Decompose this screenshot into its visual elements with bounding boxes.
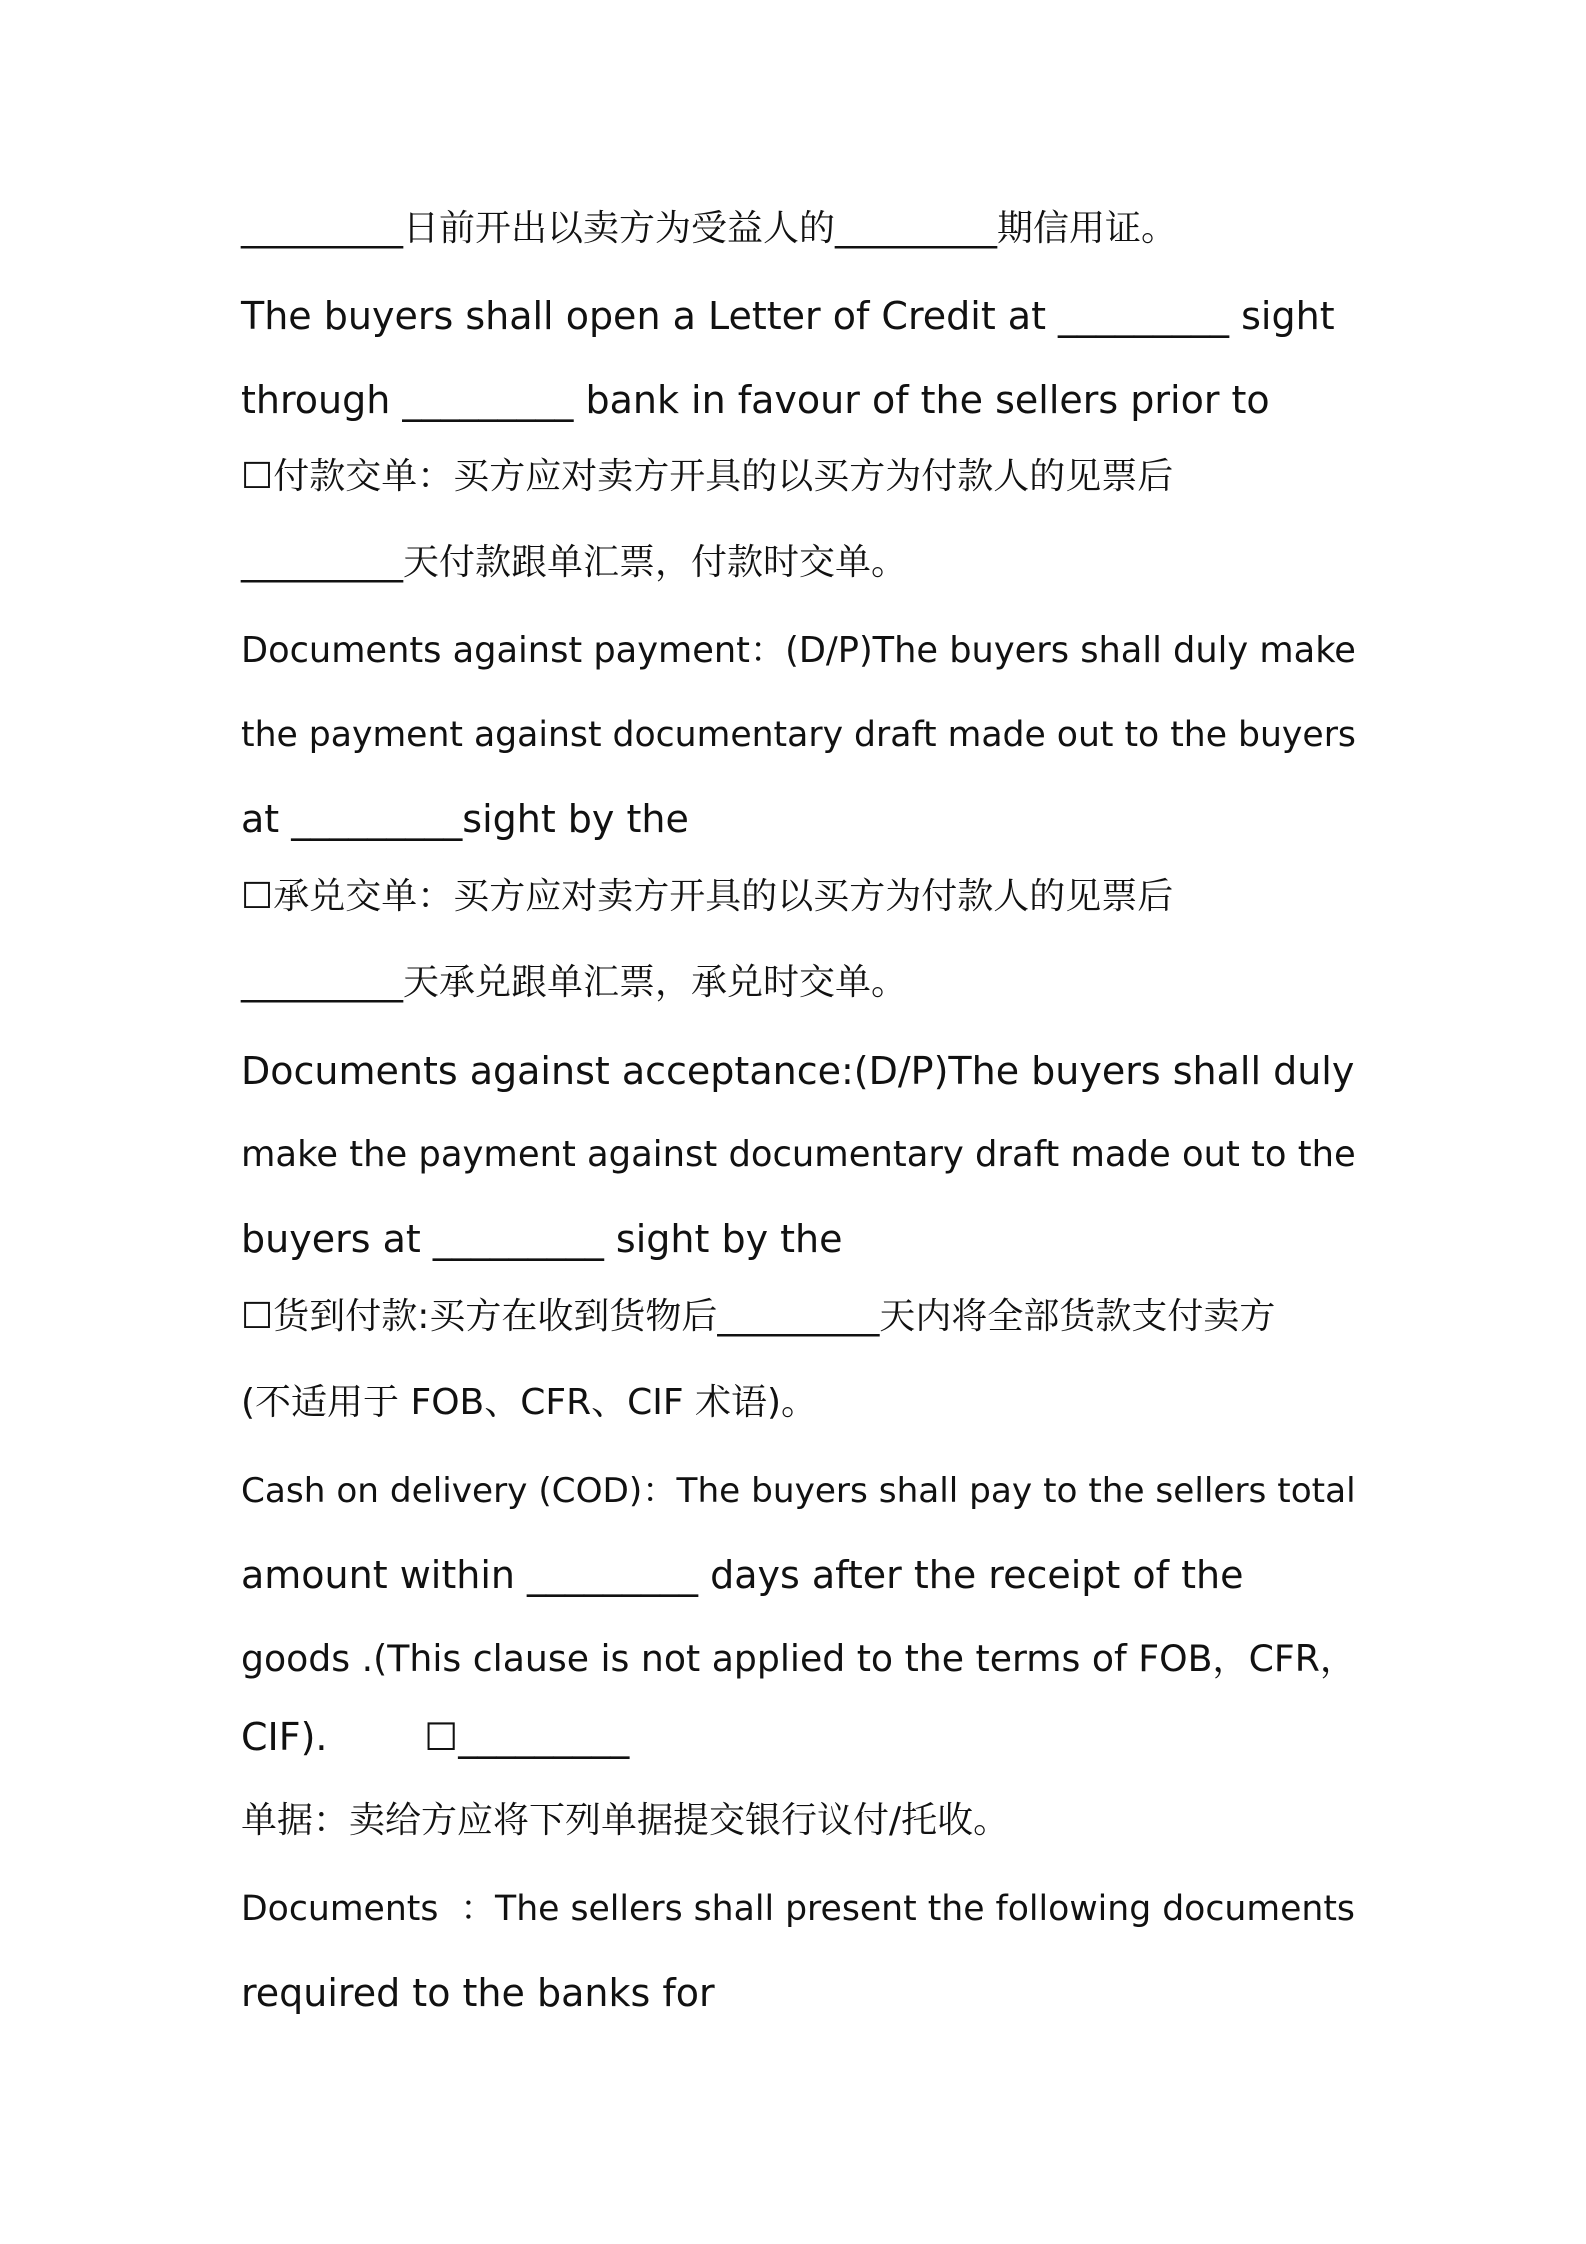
text-line-9: ☐承兑交单：买方应对卖方开具的以买方为付款人的见票后 — [241, 876, 1174, 917]
text-line-21: Documents ：The sellers shall present the following documents — [241, 1889, 1355, 1929]
text-line-22: required to the banks for — [241, 1971, 715, 2015]
text-line-17: amount within _________ days after the receipt of the — [241, 1553, 1244, 1597]
text-line-7: the payment against documentary draft made out to the buyers — [241, 715, 1356, 755]
text-line-18: goods .(This clause is not applied to the terms of FOB，CFR， — [241, 1637, 1357, 1680]
text-line-10: _________天承兑跟单汇票，承兑时交单。 — [241, 962, 908, 1003]
text-line-20: 单据：卖给方应将下列单据提交银行议付/托收。 — [241, 1800, 1010, 1841]
text-line-4: ☐付款交单：买方应对卖方开具的以买方为付款人的见票后 — [241, 456, 1174, 497]
text-line-12: make the payment against documentary draft made out to the — [241, 1134, 1356, 1175]
text-line-8: at _________sight by the — [241, 797, 689, 841]
text-line-11: Documents against acceptance:(D/P)The buyers shall duly — [241, 1049, 1355, 1093]
text-line-13: buyers at _________ sight by the — [241, 1217, 843, 1261]
text-line-19: CIF). ☐_________ — [241, 1715, 630, 1759]
text-line-2: The buyers shall open a Letter of Credit at _________ sight — [241, 294, 1335, 338]
text-line-14: ☐货到付款:买方在收到货物后_________天内将全部货款支付卖方 — [241, 1296, 1276, 1337]
text-line-15: (不适用于 FOB、CFR、CIF 术语)。 — [241, 1382, 818, 1423]
text-line-1: _________日前开出以卖方为受益人的_________期信用证。 — [241, 208, 1178, 249]
text-line-3: through _________ bank in favour of the sellers prior to — [241, 378, 1270, 422]
text-line-16: Cash on delivery (COD)：The buyers shall pay to the sellers total — [241, 1471, 1356, 1511]
text-line-5: _________天付款跟单汇票，付款时交单。 — [241, 542, 908, 583]
text-line-6: Documents against payment：(D/P)The buyers shall duly make — [241, 630, 1356, 671]
